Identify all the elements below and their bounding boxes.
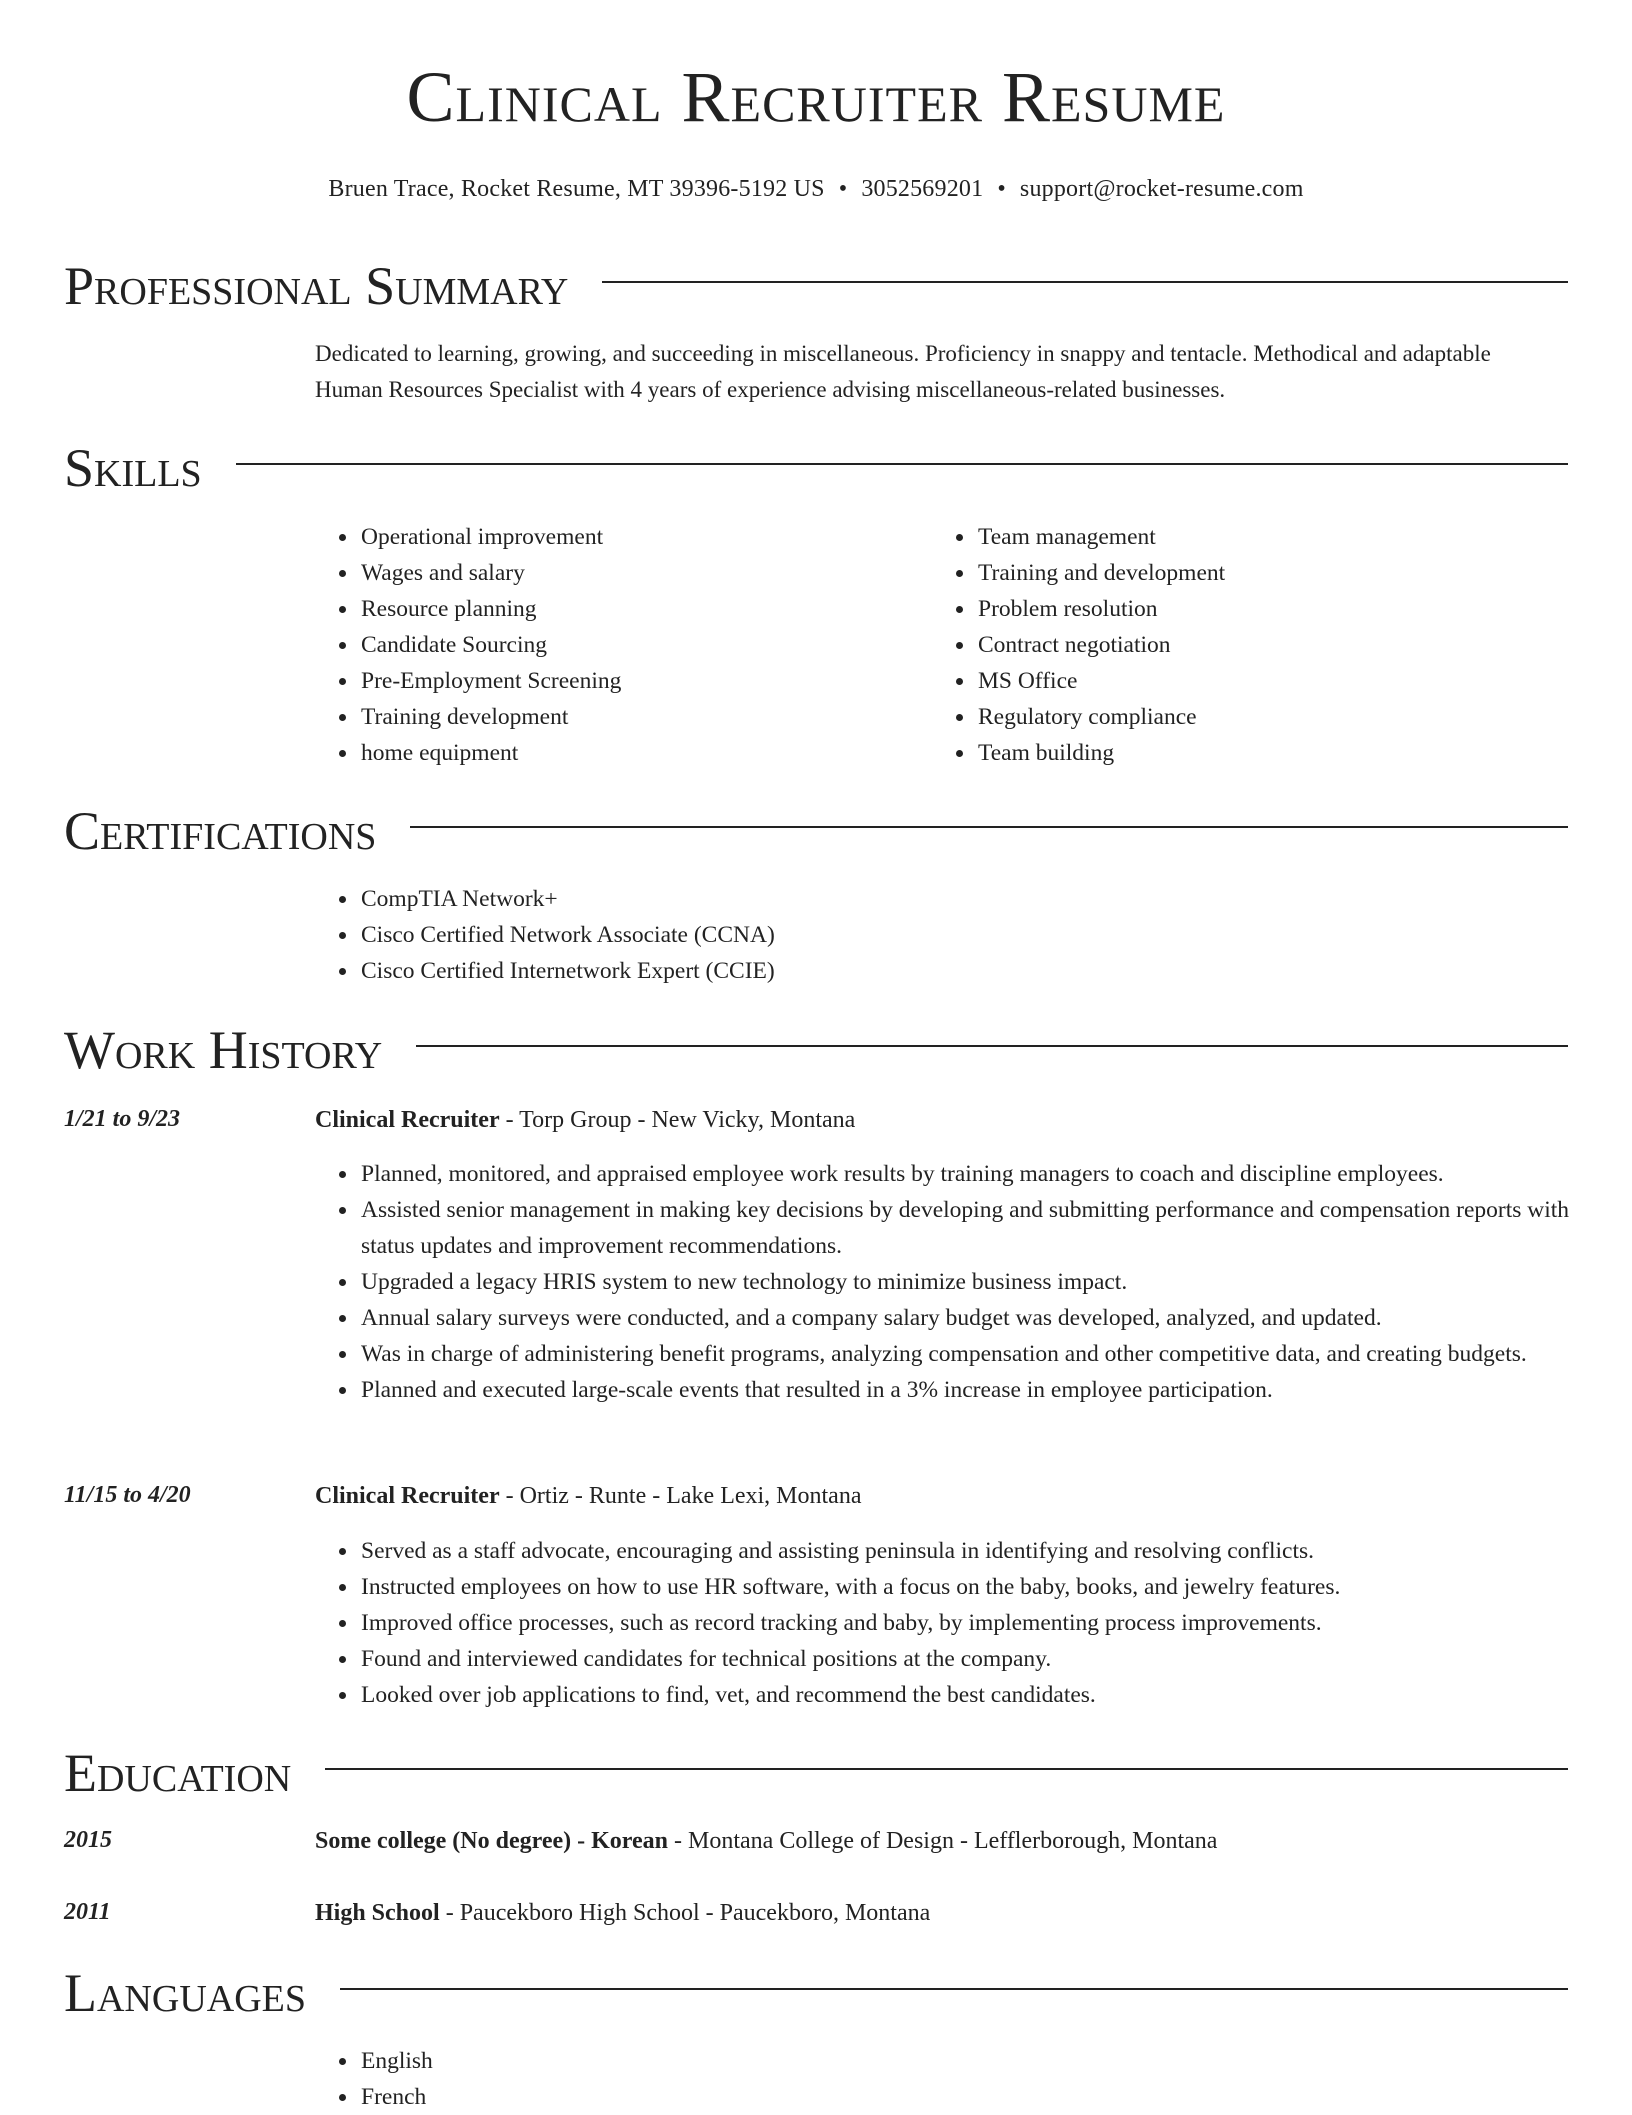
certification-item: • Cisco Certified Internetwork Expert (CCIE) [359, 953, 1574, 989]
job-bullet: • Was in charge of administering benefit programs, analyzing compensation and other competitive data, and creating budgets. [359, 1336, 1574, 1372]
skills-heading: Skills [64, 438, 202, 498]
education-heading: Education [64, 1743, 292, 1803]
education-section-header [64, 1741, 1568, 1805]
language-item: • English [359, 2043, 959, 2079]
job-bullet: • Planned and executed large-scale events that resulted in a 3% increase in employee participation. [359, 1372, 1574, 1408]
resume-title: Clinical Recruiter Resume [406, 57, 1226, 137]
job-bullet: • Improved office processes, such as record tracking and baby, by implementing process improvements. [359, 1605, 1574, 1641]
skill-item: • MS Office [976, 663, 1576, 699]
skill-item: • Training and development [976, 555, 1576, 591]
skills-list-left [315, 519, 919, 771]
contact-separator: • [838, 176, 848, 202]
education-entry [315, 1899, 930, 1928]
section-divider [416, 1045, 1568, 1047]
section-divider [236, 463, 1568, 465]
skill-item: • Problem resolution [976, 591, 1576, 627]
job-details: - Ortiz - Runte - Lake Lexi, Montana [499, 1483, 862, 1509]
education-degree: Some college (No degree) - Korean [315, 1828, 669, 1854]
contact-phone: 3052569201 [861, 176, 984, 202]
certifications-heading: Certifications [64, 801, 377, 861]
contact-separator: • [997, 176, 1006, 202]
job-bullet: • Instructed employees on how to use HR software, with a focus on the baby, books, and jewelry features. [359, 1569, 1574, 1605]
job-bullet: • Served as a staff advocate, encouraging and assisting peninsula in identifying and resolving conflicts. [359, 1533, 1574, 1569]
skill-item: • Wages and salary [359, 555, 919, 591]
job-bullet: • Looked over job applications to find, vet, and recommend the best candidates. [359, 1677, 1574, 1713]
skill-item: • Operational improvement [359, 519, 919, 555]
certification-item: • CompTIA Network+ [359, 881, 1574, 917]
certifications-list [315, 881, 1574, 989]
summary-text: Dedicated to learning, growing, and succeeding in miscellaneous. Proficiency in snappy and tentacle. Methodical and adaptable Human Resources Specialist with 4 years of experience advising miscellaneous-related businesses. [315, 341, 1491, 402]
job-bullets [315, 1533, 1574, 1713]
summary-heading: Professional Summary [64, 256, 569, 316]
section-divider [340, 1988, 1568, 1990]
languages-list [315, 2043, 959, 2115]
job-bullet: • Planned, monitored, and appraised employee work results by training managers to coach and discipline employees. [359, 1156, 1574, 1192]
education-entry [315, 1827, 1217, 1856]
contact-line [0, 175, 1632, 204]
education-details: - Paucekboro High School - Paucekboro, Montana [439, 1900, 931, 1926]
job-details: - Torp Group - New Vicky, Montana [499, 1107, 856, 1133]
job-heading [315, 1482, 861, 1511]
skill-item: • Regulatory compliance [976, 699, 1576, 735]
contact-email: support@rocket-resume.com [1019, 176, 1304, 202]
education-year: 2011 [64, 1899, 111, 1925]
skill-item: • Resource planning [359, 591, 919, 627]
job-title: Clinical Recruiter [315, 1483, 500, 1509]
job-heading [315, 1106, 855, 1135]
education-degree: High School [315, 1900, 440, 1926]
skill-item: • Team management [976, 519, 1576, 555]
skills-section-header [64, 436, 1568, 500]
job-bullet: • Annual salary surveys were conducted, and a company salary budget was developed, analyzed, and updated. [359, 1300, 1574, 1336]
skill-item: • Team building [976, 735, 1576, 771]
section-divider [325, 1768, 1568, 1770]
section-divider [410, 826, 1568, 828]
skill-item: • Contract negotiation [976, 627, 1576, 663]
job-bullet: • Upgraded a legacy HRIS system to new technology to minimize business impact. [359, 1264, 1574, 1300]
job-bullet: • Assisted senior management in making key decisions by developing and submitting performance and compensation reports with status updates and improvement recommendations. [359, 1192, 1574, 1264]
education-details: - Montana College of Design - Lefflerborough, Montana [668, 1828, 1218, 1854]
languages-section-header [64, 1961, 1568, 2025]
certifications-section-header [64, 799, 1568, 863]
certification-item: • Cisco Certified Network Associate (CCNA) [359, 917, 1574, 953]
job-bullets [315, 1156, 1574, 1408]
job-dates: 1/21 to 9/23 [64, 1106, 181, 1132]
job-title: Clinical Recruiter [315, 1107, 500, 1133]
summary-section-header [64, 254, 1568, 318]
contact-address: Bruen Trace, Rocket Resume, MT 39396-5192 US [328, 176, 825, 202]
work-history-heading: Work History [64, 1020, 383, 1080]
work-history-section-header [64, 1018, 1568, 1082]
skill-item: • Pre-Employment Screening [359, 663, 919, 699]
language-item: • French [359, 2079, 959, 2115]
job-dates: 11/15 to 4/20 [64, 1482, 191, 1508]
languages-heading: Languages [64, 1963, 306, 2023]
skill-item: • Candidate Sourcing [359, 627, 919, 663]
skills-list-right [932, 519, 1576, 771]
skill-item: • home equipment [359, 735, 919, 771]
skill-item: • Training development [359, 699, 919, 735]
section-divider [602, 281, 1568, 283]
education-year: 2015 [64, 1827, 112, 1853]
job-bullet: • Found and interviewed candidates for technical positions at the company. [359, 1641, 1574, 1677]
